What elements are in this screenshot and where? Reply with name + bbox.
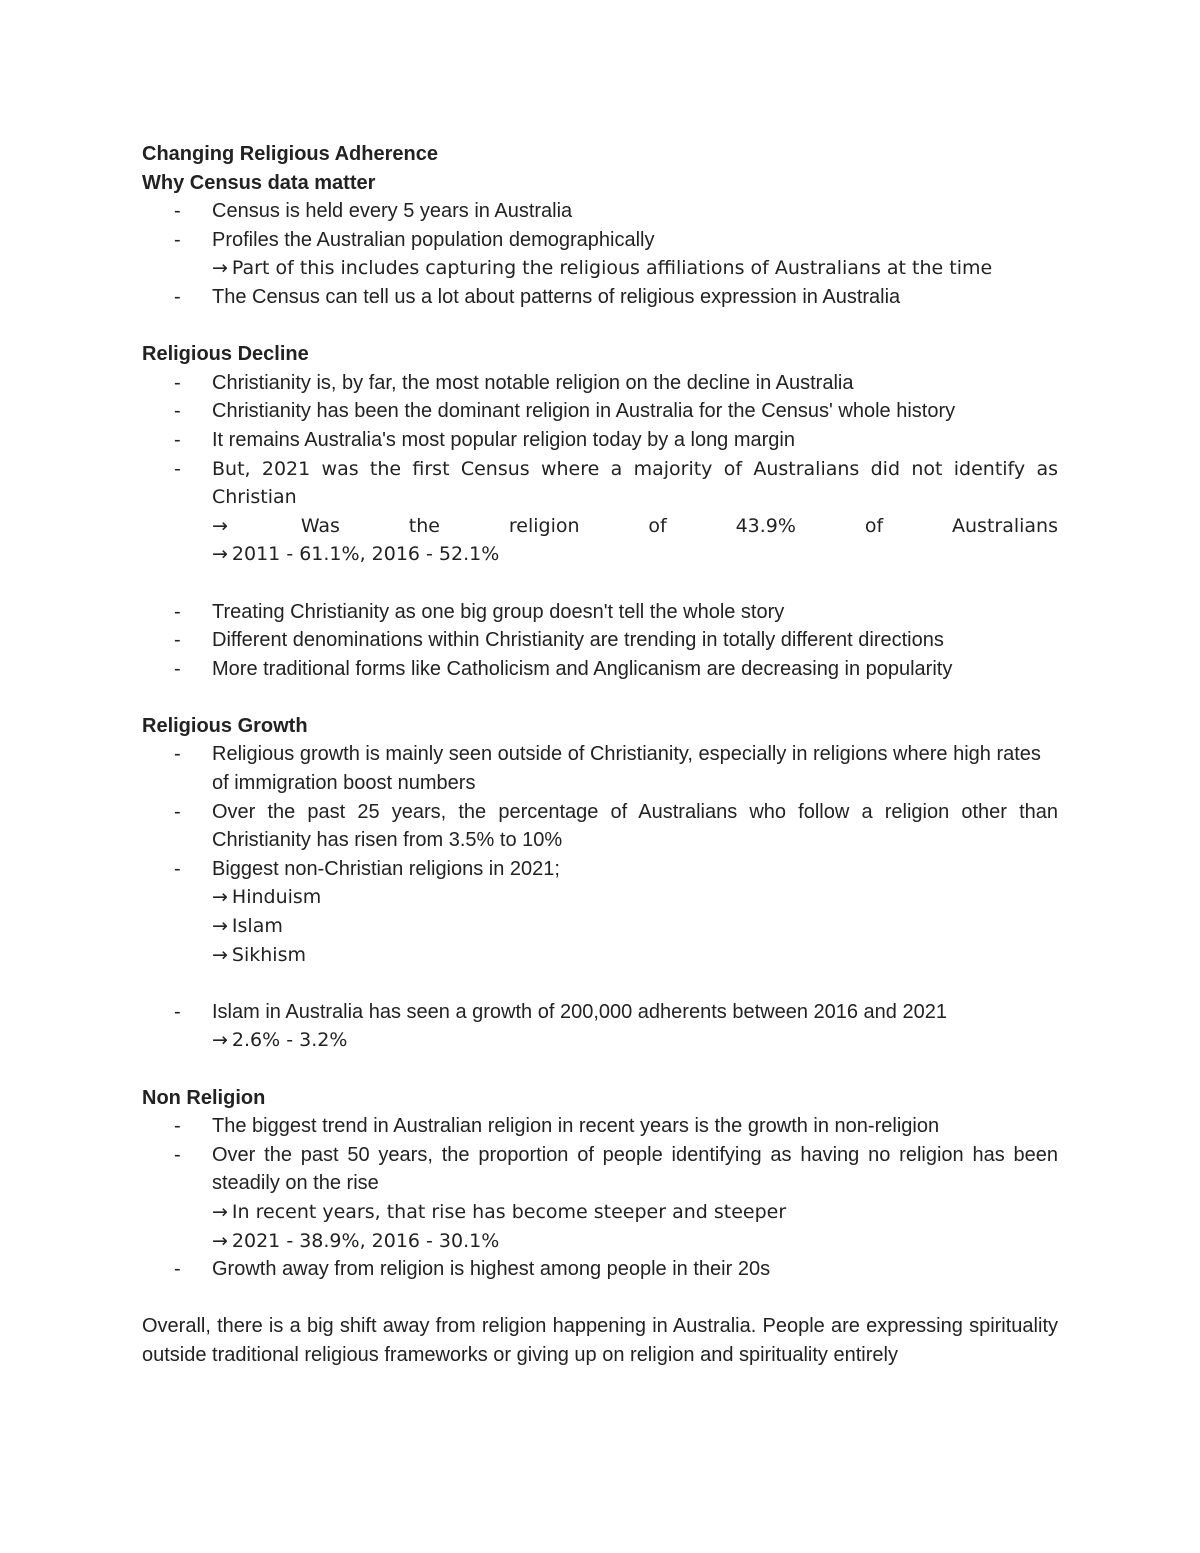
document-title: Changing Religious Adherence: [142, 143, 438, 165]
bullet-dash: -: [174, 228, 181, 251]
sub-item: → Part of this includes capturing the religious affiliations of Australians at the time: [212, 257, 993, 280]
list-item: - But, 2021 was the first Census where a majority of Australians did not identify as Christian → Was the religion of 43.9% of Australians → 2011 - 61.1%, 2016 - 52.1%: [142, 455, 1058, 569]
section-heading-growth: Religious Growth: [142, 714, 308, 737]
arrow-icon: →: [212, 1229, 228, 1252]
bullet-dash: -: [174, 200, 181, 223]
bullet-dash: -: [174, 1000, 181, 1023]
bullet-dash: -: [174, 629, 181, 652]
census-list: [142, 197, 1058, 311]
bullet-dash: -: [174, 428, 181, 451]
bullet-dash: -: [174, 457, 181, 480]
arrow-icon: →: [212, 1200, 228, 1223]
arrow-icon: →: [212, 543, 228, 566]
section-heading-census: Why Census data matter: [142, 171, 376, 194]
arrow-icon: →: [212, 514, 228, 537]
section-heading-nonreligion: Non Religion: [142, 1086, 266, 1109]
document-content: [142, 140, 1058, 1370]
list-item: - Islam in Australia has seen a growth of 200,000 adherents between 2016 and 2021 → 2.6% - 3.2%: [142, 998, 1058, 1055]
growth-list: [142, 740, 1058, 969]
sub-item: → In recent years, that rise has become steeper and steeper: [212, 1200, 787, 1223]
list-item: - More traditional forms like Catholicism and Anglicanism are decreasing in popularity: [142, 655, 1058, 684]
bullet-dash: -: [174, 1258, 181, 1281]
nonreligion-list: [142, 1112, 1058, 1284]
arrow-icon: →: [212, 943, 228, 966]
list-item: - Religious growth is mainly seen outside of Christianity, especially in religions where high rates of immigration boost numbers: [142, 740, 1058, 797]
decline-list: [142, 369, 1058, 569]
arrow-icon: →: [212, 1029, 228, 1052]
bullet-dash: -: [174, 285, 181, 308]
list-item: - Biggest non-Christian religions in 2021; → Hinduism → Islam → Sikhism: [142, 855, 1058, 969]
bullet-dash: -: [174, 371, 181, 394]
arrow-icon: →: [212, 257, 228, 280]
conclusion-paragraph: Overall, there is a big shift away from religion happening in Australia. People are expressing spirituality outside traditional religious frameworks or giving up on religion and spirituality entirely: [142, 1315, 1058, 1366]
sub-item: → 2.6% - 3.2%: [212, 1029, 348, 1052]
list-item: - Over the past 50 years, the proportion of people identifying as having no religion has been steadily on the rise → In recent years, that rise has become steeper and steeper → 2021 - 38.9%, 2016 - 30.1%: [142, 1141, 1058, 1255]
list-item: - Christianity is, by far, the most notable religion on the decline in Australia: [142, 369, 1058, 398]
sub-item: → Islam: [212, 915, 283, 938]
list-item: - The biggest trend in Australian religion in recent years is the growth in non-religion: [142, 1112, 1058, 1141]
list-item: - It remains Australia's most popular religion today by a long margin: [142, 426, 1058, 455]
bullet-dash: -: [174, 600, 181, 623]
sub-item: → 2011 - 61.1%, 2016 - 52.1%: [212, 543, 500, 566]
sub-item: → 2021 - 38.9%, 2016 - 30.1%: [212, 1229, 500, 1252]
bullet-dash: -: [174, 657, 181, 680]
list-item: - Over the past 25 years, the percentage of Australians who follow a religion other than Christianity has risen from 3.5% to 10%: [142, 798, 1058, 855]
sub-item: → Hinduism: [212, 886, 322, 909]
bullet-dash: -: [174, 400, 181, 423]
bullet-dash: -: [174, 1143, 181, 1166]
decline-list-continued: [142, 598, 1058, 684]
bullet-dash: -: [174, 1115, 181, 1138]
growth-list-continued: [142, 998, 1058, 1055]
sub-item: → Was the religion of 43.9% of Australians: [212, 514, 1058, 537]
arrow-icon: →: [212, 915, 228, 938]
sub-item: → Sikhism: [212, 943, 306, 966]
list-item: - Different denominations within Christianity are trending in totally different directions: [142, 626, 1058, 655]
list-item: - Profiles the Australian population demographically → Part of this includes capturing the religious affiliations of Australians at the time: [142, 226, 1058, 283]
list-item: - Growth away from religion is highest among people in their 20s: [142, 1255, 1058, 1284]
list-item: - The Census can tell us a lot about patterns of religious expression in Australia: [142, 283, 1058, 312]
list-item: - Treating Christianity as one big group doesn't tell the whole story: [142, 598, 1058, 627]
list-item: - Census is held every 5 years in Australia: [142, 197, 1058, 226]
bullet-dash: -: [174, 800, 181, 823]
list-item: - Christianity has been the dominant religion in Australia for the Census' whole history: [142, 397, 1058, 426]
arrow-icon: →: [212, 886, 228, 909]
bullet-dash: -: [174, 743, 181, 766]
section-heading-decline: Religious Decline: [142, 343, 309, 366]
bullet-dash: -: [174, 857, 181, 880]
